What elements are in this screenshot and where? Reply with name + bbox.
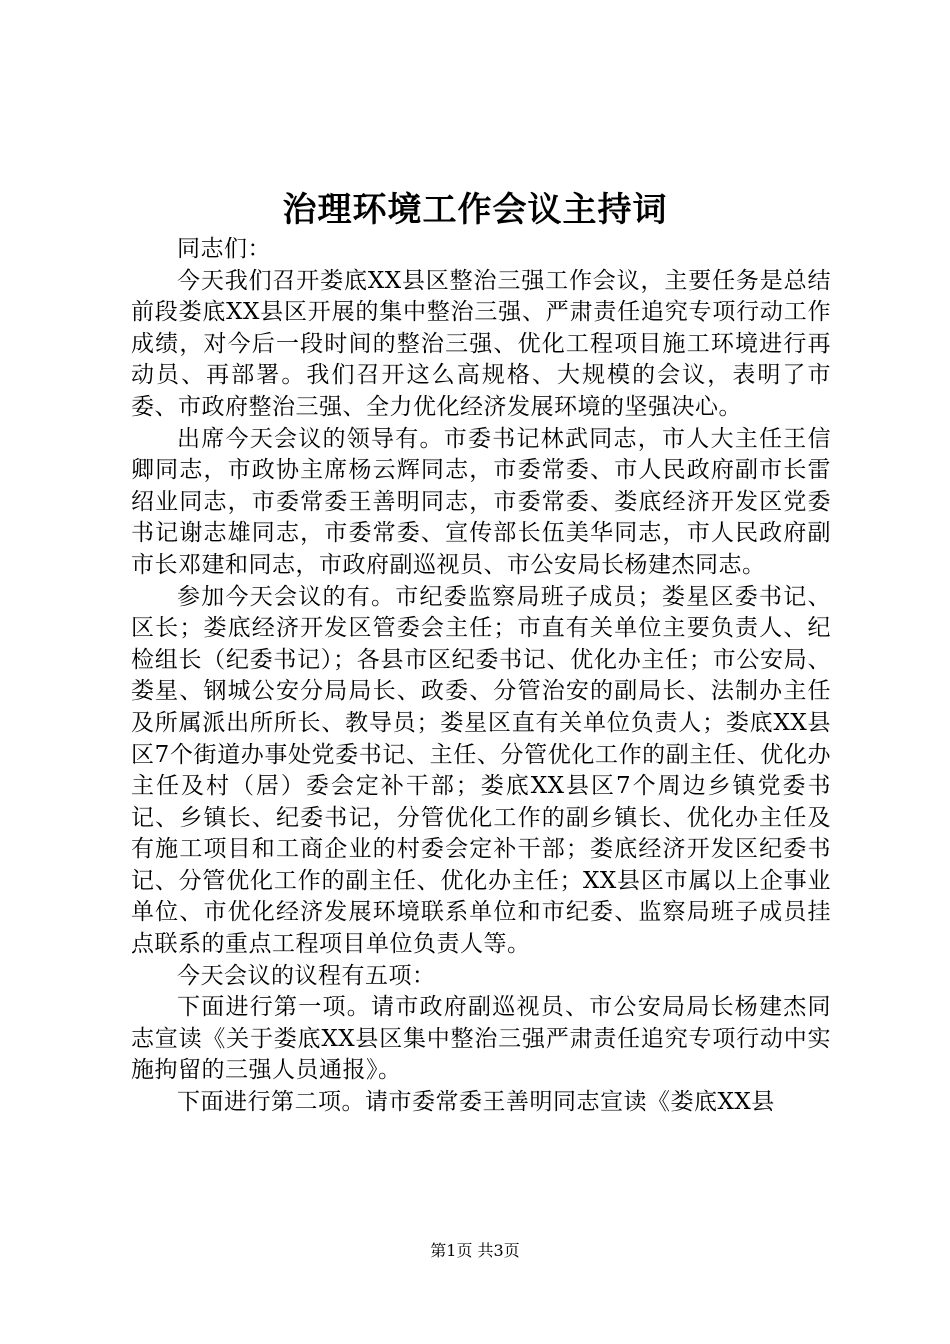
document-body xyxy=(131,234,831,1119)
paragraph-attending-leaders: 出席今天会议的领导有。市委书记林武同志，市人大主任王信卿同志，市政协主席杨云辉同志，市委常委、市人民政府副市长雷绍业同志，市委常委王善明同志，市委常委、娄底经济开发区党委书记谢志雄同志，市委常委、宣传部长伍美华同志，市人民政府副市长邓建和同志，市政府副巡视员、市公安局长杨建杰同志。 xyxy=(131,425,831,578)
paragraph-agenda-item-1: 下面进行第一项。请市政府副巡视员、市公安局局长杨建杰同志宣读《关于娄底XX县区集中整治三强严肃责任追究专项行动中实施拘留的三强人员通报》。 xyxy=(131,994,831,1084)
paragraph-salutation: 同志们： xyxy=(177,236,271,262)
page-footer: 第1页 共3页 xyxy=(430,1241,520,1260)
paragraph-participants: 参加今天会议的有。市纪委监察局班子成员；娄星区委书记、区长；娄底经济开发区管委会主任；市直有关单位主要负责人、纪检组长（纪委书记）；各县市区纪委书记、优化办主任；市公安局、娄星、钢城公安分局局长、政委、分管治安的副局长、法制办主任及所属派出所所长、教导员；娄星区直有关单位负责人；娄底XX县区7个街道办事处党委书记、主任、分管优化工作的副主任、优化办主任及村（居）委会定补干部；娄底XX县区7个周边乡镇党委书记、乡镇长、纪委书记，分管优化工作的副乡镇长、优化办主任及有施工项目和工商企业的村委会定补干部；娄底经济开发区纪委书记、分管优化工作的副主任、优化办主任；XX县区市属以上企事业单位、市优化经济发展环境联系单位和市纪委、监察局班子成员挂点联系的重点工程项目单位负责人等。 xyxy=(131,583,831,958)
paragraph-meeting-purpose: 今天我们召开娄底XX县区整治三强工作会议，主要任务是总结前段娄底XX县区开展的集中整治三强、严肃责任追究专项行动工作成绩，对今后一段时间的整治三强、优化工程项目施工环境进行再动员、再部署。我们召开这么高规格、大规模的会议，表明了市委、市政府整治三强、全力优化经济发展环境的坚强决心。 xyxy=(131,267,831,420)
document-title: 治理环境工作会议主持词 xyxy=(282,190,668,230)
paragraph-agenda-item-2: 下面进行第二项。请市委常委王善明同志宣读《娄底XX县 xyxy=(177,1089,775,1116)
paragraph-agenda-intro: 今天会议的议程有五项： xyxy=(177,962,436,989)
